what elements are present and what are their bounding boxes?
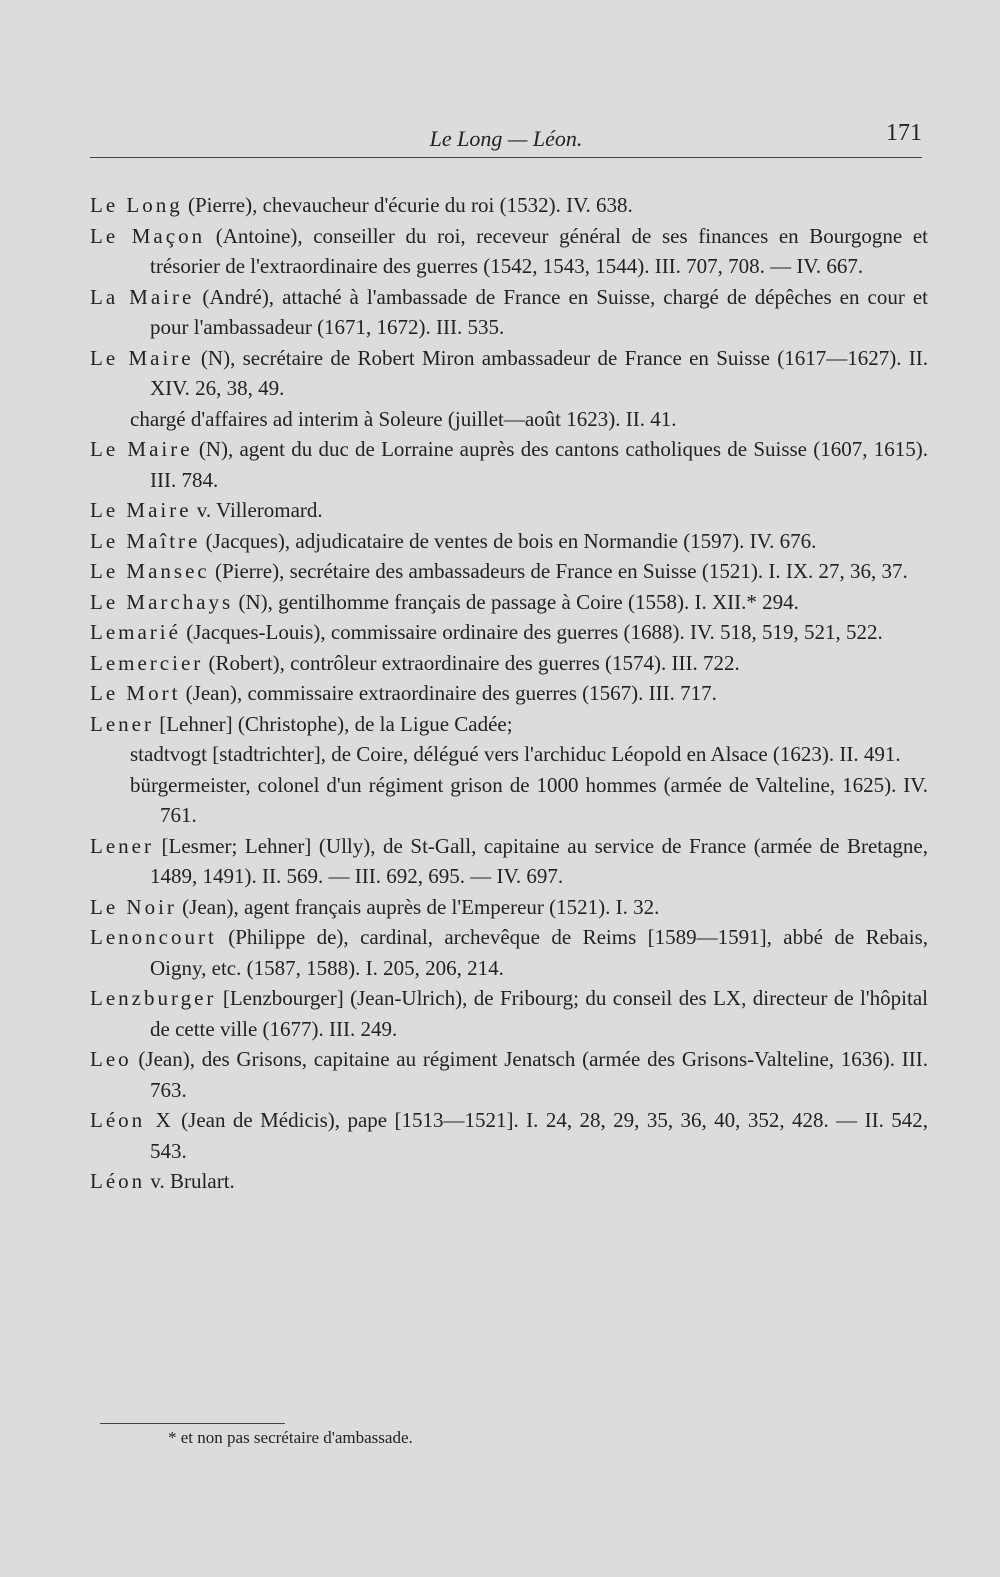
entry-text: (Jean), commissaire extraordinaire des guerres (1567). III. 717. — [185, 681, 717, 705]
entry-text: (Pierre), chevaucheur d'écurie du roi (1532). IV. 638. — [187, 193, 633, 217]
entry-name: Le Mansec — [90, 559, 210, 583]
index-entry — [90, 892, 928, 923]
index-entries — [90, 190, 928, 1197]
entry-name: Lener — [90, 711, 154, 736]
entry-text: v. Brulart. — [150, 1169, 235, 1193]
index-entry — [90, 1044, 928, 1105]
index-entry — [90, 831, 928, 892]
entry-text: (Jean de Médicis), pape [1513—1521]. I. 24, 28, 29, 35, 36, 40, 352, 428. — II. 542, 543. — [150, 1108, 928, 1163]
entry-text: (Jean), des Grisons, capitaine au régiment Jenatsch (armée des Grisons-Valteline, 1636). III. 763. — [138, 1047, 928, 1102]
index-entry — [90, 526, 928, 557]
index-entry — [90, 221, 928, 282]
entry-text: (Philippe de), cardinal, archevêque de Reims [1589—1591], abbé de Rebais, Oigny, etc. (1587, 1588). I. 205, 206, 214. — [150, 925, 928, 980]
index-entry — [90, 404, 928, 435]
entry-name: Lemarié — [90, 620, 181, 644]
index-entry — [90, 495, 928, 526]
entry-name: Lener — [90, 833, 154, 858]
index-entry — [90, 617, 928, 648]
entry-text: v. Villeromard. — [196, 498, 323, 522]
index-entry — [90, 190, 928, 221]
entry-text: (N), secrétaire de Robert Miron ambassadeur de France en Suisse (1617—1627). II. XIV. 26, 38, 49. — [150, 345, 928, 400]
entry-text: (N), gentilhomme français de passage à Coire (1558). I. XII.* 294. — [238, 589, 799, 614]
entry-name: Lemercier — [90, 650, 204, 675]
entry-name: Lenzburger — [90, 986, 217, 1010]
index-entry — [90, 678, 928, 709]
entry-name: Le Long — [90, 193, 183, 217]
index-entry — [90, 556, 928, 587]
entry-text: (Jean), agent français auprès de l'Empereur (1521). I. 32. — [182, 894, 660, 919]
entry-name: Léon X — [90, 1108, 174, 1132]
index-entry — [90, 343, 928, 404]
entry-text: (Antoine), conseiller du roi, receveur général de ses finances en Bourgogne et trésorier de l'extraordinaire des guerres (1542, 1543, 1544). III. 707, 708. — IV. 667. — [150, 223, 928, 278]
entry-name: Le Maire — [90, 345, 194, 370]
entry-text: (Robert), contrôleur extraordinaire des guerres (1574). III. 722. — [208, 650, 740, 675]
index-entry — [90, 587, 928, 618]
footnote-rule — [100, 1423, 285, 1424]
entry-text: [Lenzbourger] (Jean-Ulrich), de Fribourg; du conseil des LX, directeur de l'hôpital de cette ville (1677). III. 249. — [150, 986, 928, 1041]
entry-text: (Jacques), adjudicataire de ventes de bois en Normandie (1597). IV. 676. — [205, 528, 817, 553]
entry-name: Le Maire — [90, 498, 192, 522]
entry-text: bürgermeister, colonel d'un régiment grison de 1000 hommes (armée de Valteline, 1625). IV. 761. — [130, 772, 928, 827]
entry-text: stadtvogt [stadtrichter], de Coire, délégué vers l'archiduc Léopold en Alsace (1623). II. 491. — [130, 742, 901, 766]
footnote: * et non pas secrétaire d'ambassade. — [168, 1428, 413, 1447]
index-entry — [90, 282, 928, 343]
entry-text: (Pierre), secrétaire des ambassadeurs de France en Suisse (1521). I. IX. 27, 36, 37. — [214, 559, 908, 583]
entry-name: Le Maçon — [90, 223, 206, 248]
entry-text: (André), attaché à l'ambassade de France en Suisse, chargé de dépêches en cour et pour l'ambassadeur (1671, 1672). III. 535. — [150, 284, 929, 339]
index-entry — [90, 434, 928, 495]
index-entry — [90, 1166, 928, 1197]
index-entry — [90, 648, 928, 679]
page-number: 171 — [886, 120, 922, 146]
entry-name: Le Mort — [90, 681, 181, 705]
entry-name: Le Maître — [90, 528, 201, 553]
index-entry — [90, 709, 928, 740]
entry-text: (N), agent du duc de Lorraine auprès des cantons catholiques de Suisse (1607, 1615). III. 784. — [150, 437, 928, 492]
entry-name: Lenoncourt — [90, 925, 217, 949]
running-title: Le Long — Léon. — [429, 126, 583, 151]
index-entry — [90, 922, 928, 983]
index-entry — [90, 770, 928, 831]
entry-text: [Lesmer; Lehner] (Ully), de St-Gall, capitaine au service de France (armée de Bretagne, 1489, 1491). II. 569. — III. 692, 695. — IV. 697. — [150, 833, 928, 888]
entry-name: Le Noir — [90, 894, 177, 919]
index-entry — [90, 983, 928, 1044]
page-header — [90, 120, 922, 160]
entry-text: (Jacques-Louis), commissaire ordinaire des guerres (1688). IV. 518, 519, 521, 522. — [186, 620, 883, 644]
index-entry — [90, 1105, 928, 1166]
entry-name: Léon — [90, 1169, 146, 1193]
index-entry — [90, 739, 928, 770]
entry-name: Leo — [90, 1047, 132, 1071]
entry-name: Le Marchays — [90, 589, 234, 614]
entry-name: La Maire — [90, 284, 195, 309]
entry-text: [Lehner] (Christophe), de la Ligue Cadée; — [159, 711, 513, 736]
entry-name: Le Maire — [90, 437, 193, 461]
header-rule — [90, 157, 922, 158]
entry-text: chargé d'affaires ad interim à Soleure (juillet—août 1623). II. 41. — [130, 406, 677, 431]
